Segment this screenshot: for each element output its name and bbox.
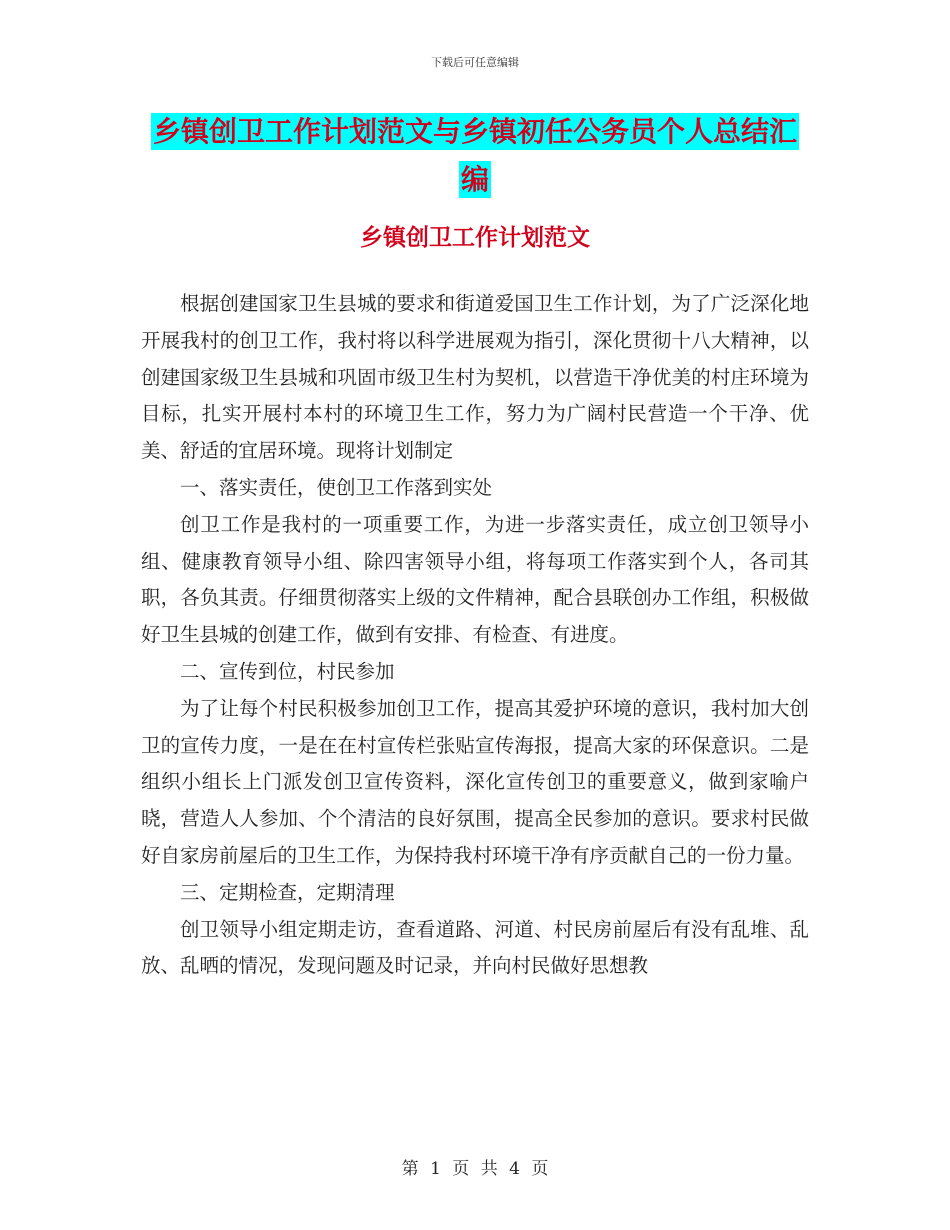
heading-3: 三、定期检查，定期清理 <box>180 880 395 904</box>
heading-2: 二、宣传到位，村民参加 <box>180 659 395 683</box>
paragraph-1: 创卫工作是我村的一项重要工作，为进一步落实责任，成立创卫领导小组、健康教育领导小组、除四害领导小组，将每项工作落实到个人，各司其职，各负其责。仔细贯彻落实上级的文件精神，配合县联创办工作组，积极做好卫生县城的创建工作，做到有安排、有检查、有进度。 <box>141 512 809 647</box>
document-title-line-1: 乡镇创卫工作计划范文与乡镇初任公务员个人总结汇 <box>152 115 797 148</box>
heading-1: 一、落实责任，使创卫工作落到实处 <box>180 475 493 499</box>
page-number: 第 1 页 共 4 页 <box>401 1159 549 1179</box>
section-title: 乡镇创卫工作计划范文 <box>360 225 590 251</box>
document-title <box>120 108 830 204</box>
document-body <box>141 286 809 985</box>
document-title-line-2: 编 <box>460 163 489 196</box>
paragraph-intro: 根据创建国家卫生县城的要求和街道爱国卫生工作计划，为了广泛深化地开展我村的创卫工作，我村将以科学进展观为指引，深化贯彻十八大精神，以创建国家级卫生县城和巩固市级卫生村为契机，以营造干净优美的村庄环境为目标，扎实开展村本村的环境卫生工作，努力为广阔村民营造一个干净、优美、舒适的宜居环境。现将计划制定 <box>141 292 809 463</box>
header-note: 下载后可任意编辑 <box>431 56 519 69</box>
paragraph-2: 为了让每个村民积极参加创卫工作，提高其爱护环境的意识，我村加大创卫的宣传力度，一是在在村宣传栏张贴宣传海报，提高大家的环保意识。二是组织小组长上门派发创卫宣传资料，深化宣传创卫的重要意义，做到家喻户晓，营造人人参加、个个清洁的良好氛围，提高全民参加的意识。要求村民做好自家房前屋后的卫生工作，为保持我村环境干净有序贡献自己的一份力量。 <box>141 696 809 867</box>
paragraph-3: 创卫领导小组定期走访，查看道路、河道、村民房前屋后有没有乱堆、乱放、乱晒的情况，发现问题及时记录，并向村民做好思想教 <box>141 917 809 978</box>
